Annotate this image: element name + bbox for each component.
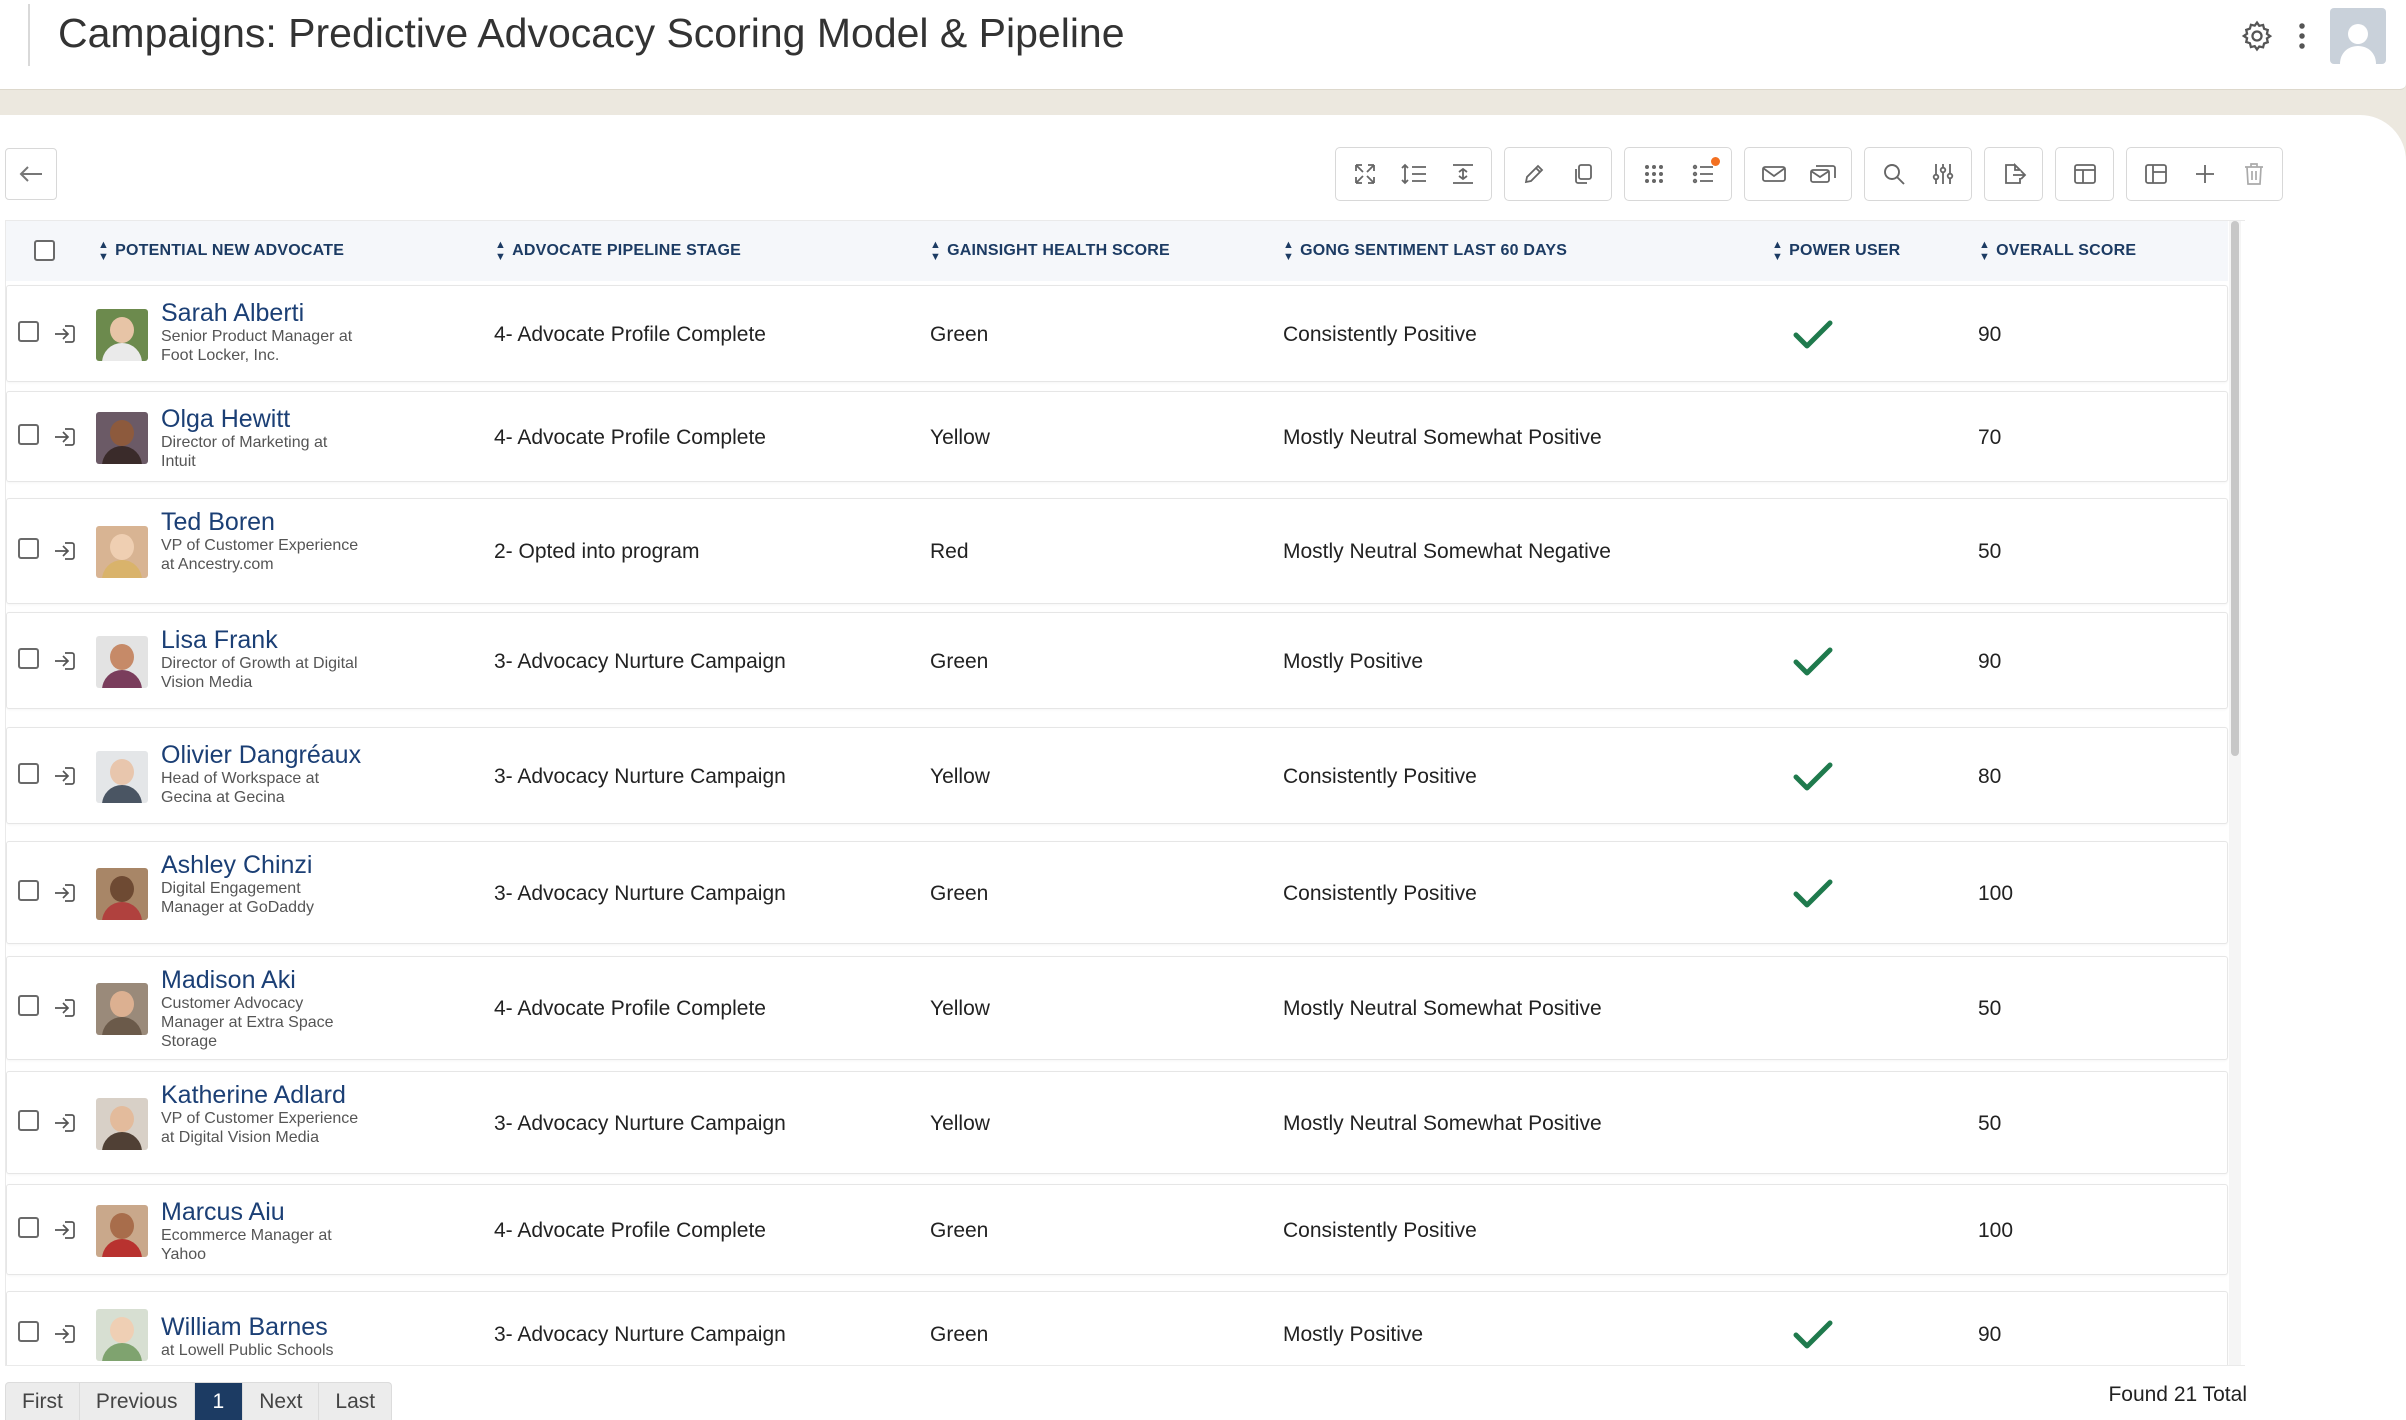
advocate-cell (161, 967, 361, 1051)
score-cell: 70 (1978, 426, 2002, 449)
search-icon[interactable] (1869, 149, 1918, 199)
health-cell: Yellow (930, 426, 990, 449)
stage-cell: 3- Advocacy Nurture Campaign (494, 1323, 786, 1346)
toolbar-group-layout (1624, 147, 1732, 201)
advocate-name-link[interactable]: William Barnes (161, 1313, 328, 1341)
sort-icon: ▲ ▼ (495, 239, 507, 263)
arrow-left-icon (18, 164, 44, 184)
advocate-cell (161, 1314, 361, 1360)
health-cell: Yellow (930, 1112, 990, 1135)
first-page-button[interactable]: First (6, 1383, 80, 1420)
avatar (96, 983, 148, 1035)
row-checkbox[interactable] (18, 648, 39, 669)
stage-cell: 4- Advocate Profile Complete (494, 323, 766, 346)
avatar (96, 526, 148, 578)
header-divider (28, 4, 30, 66)
advocate-name-link[interactable]: Ted Boren (161, 508, 275, 536)
column-header-score[interactable]: ▲ ▼ OVERALL SCORE (1979, 239, 2137, 263)
table-row[interactable] (6, 1184, 2228, 1275)
pagination (5, 1382, 392, 1420)
check-icon (1793, 1319, 1833, 1351)
score-cell: 80 (1978, 765, 2002, 788)
table-row[interactable] (6, 1071, 2228, 1174)
open-record-icon[interactable] (53, 882, 77, 904)
open-record-icon[interactable] (53, 1219, 77, 1241)
stage-cell: 3- Advocacy Nurture Campaign (494, 650, 786, 673)
scrollbar-thumb[interactable] (2231, 221, 2239, 756)
advocate-name-link[interactable]: Madison Aki (161, 966, 296, 994)
sentiment-cell: Consistently Positive (1283, 882, 1477, 905)
avatar (96, 412, 148, 464)
column-header-sentiment[interactable]: ▲ ▼ GONG SENTIMENT LAST 60 DAYS (1283, 239, 1568, 263)
sentiment-cell: Consistently Positive (1283, 1219, 1477, 1242)
advocate-title: VP of Customer Experience at Ancestry.com (161, 537, 359, 573)
advocate-cell (161, 1199, 361, 1264)
stage-cell: 3- Advocacy Nurture Campaign (494, 765, 786, 788)
row-checkbox[interactable] (18, 995, 39, 1016)
open-record-icon[interactable] (53, 997, 77, 1019)
advocate-name-link[interactable]: Olivier Dangréaux (161, 741, 362, 769)
sort-icon: ▲ ▼ (1772, 239, 1784, 263)
advocate-cell (161, 1082, 361, 1147)
toolbar-group-edit (1504, 147, 1612, 201)
list-icon[interactable] (1678, 149, 1727, 199)
score-cell: 50 (1978, 540, 2002, 563)
sentiment-cell: Mostly Neutral Somewhat Positive (1283, 997, 1602, 1020)
avatar (96, 868, 148, 920)
stage-cell: 3- Advocacy Nurture Campaign (494, 1112, 786, 1135)
sentiment-cell: Consistently Positive (1283, 323, 1477, 346)
avatar (96, 1309, 148, 1361)
stage-cell: 4- Advocate Profile Complete (494, 997, 766, 1020)
sort-icon: ▲ ▼ (930, 239, 942, 263)
score-cell: 90 (1978, 650, 2002, 673)
notification-dot (1711, 157, 1720, 166)
health-cell: Green (930, 882, 989, 905)
grid-header (6, 221, 2228, 281)
header-actions (2240, 8, 2386, 64)
grid-dots-icon[interactable] (1629, 149, 1678, 199)
table-row[interactable] (6, 498, 2228, 604)
health-cell: Red (930, 540, 969, 563)
stage-cell: 4- Advocate Profile Complete (494, 426, 766, 449)
row-checkbox[interactable] (18, 538, 39, 559)
open-record-icon[interactable] (53, 765, 77, 787)
table-row[interactable] (6, 1291, 2228, 1366)
table-row[interactable] (6, 727, 2228, 824)
health-cell: Green (930, 1219, 989, 1242)
score-cell: 90 (1978, 323, 2002, 346)
advocate-cell (161, 509, 361, 574)
open-record-icon[interactable] (53, 650, 77, 672)
table-row[interactable] (6, 841, 2228, 944)
sort-icon: ▲ ▼ (1283, 239, 1295, 263)
health-cell: Green (930, 1323, 989, 1346)
advocate-name-link[interactable]: Ashley Chinzi (161, 851, 313, 879)
advocate-title: VP of Customer Experience at Digital Vision Media (161, 1110, 359, 1146)
more-options-icon[interactable] (2296, 21, 2308, 51)
advocate-cell (161, 300, 361, 365)
stage-cell: 3- Advocacy Nurture Campaign (494, 882, 786, 905)
pencil-icon[interactable] (1509, 149, 1558, 199)
column-header-advocate[interactable]: ▲ ▼ POTENTIAL NEW ADVOCATE (98, 239, 345, 263)
app-header (0, 0, 2406, 90)
select-all-checkbox[interactable] (34, 240, 55, 261)
health-cell: Yellow (930, 765, 990, 788)
column-layout-icon[interactable] (2060, 149, 2109, 199)
check-icon (1793, 761, 1833, 793)
toolbar-group-mail (1744, 147, 1852, 201)
advocate-title: Head of Workspace at Gecina at Gecina (161, 770, 320, 806)
open-record-icon[interactable] (53, 323, 77, 345)
row-checkbox[interactable] (18, 321, 39, 342)
copy-icon[interactable] (1558, 149, 1607, 199)
current-page-button[interactable]: 1 (195, 1383, 244, 1420)
row-checkbox[interactable] (18, 880, 39, 901)
score-cell: 100 (1978, 882, 2014, 905)
mail-icon[interactable] (1749, 149, 1798, 199)
score-cell: 100 (1978, 1219, 2014, 1242)
found-total: Found 21 Total (2108, 1383, 2247, 1406)
expand-icon[interactable] (1340, 149, 1389, 199)
toolbar-group-search (1864, 147, 1972, 201)
advocate-cell (161, 852, 361, 917)
mail-merge-icon[interactable] (1798, 149, 1847, 199)
health-cell: Green (930, 323, 989, 346)
grid-scrollbar[interactable] (2229, 221, 2241, 1365)
gear-icon[interactable] (2240, 19, 2274, 53)
filter-sliders-icon[interactable] (1918, 149, 1967, 199)
health-cell: Yellow (930, 997, 990, 1020)
panel-layout-icon[interactable] (2131, 149, 2180, 199)
plus-icon[interactable] (2180, 149, 2229, 199)
main-panel (0, 115, 2406, 1420)
table-row[interactable] (6, 391, 2228, 482)
check-icon (1793, 646, 1833, 678)
table-row[interactable] (6, 285, 2228, 382)
advocate-title: Digital Engagement Manager at GoDaddy (161, 880, 314, 916)
stage-cell: 2- Opted into program (494, 540, 700, 563)
open-record-icon[interactable] (53, 1323, 77, 1345)
export-icon[interactable] (1989, 149, 2038, 199)
avatar (96, 1098, 148, 1150)
advocate-title: Director of Marketing at Intuit (161, 434, 328, 470)
advocate-name-link[interactable]: Marcus Aiu (161, 1198, 285, 1226)
row-checkbox[interactable] (18, 1321, 39, 1342)
advocate-name-link[interactable]: Katherine Adlard (161, 1081, 346, 1109)
toolbar-group-export (1984, 147, 2043, 201)
trash-icon[interactable] (2229, 149, 2278, 199)
sentiment-cell: Mostly Positive (1283, 650, 1424, 673)
sentiment-cell: Mostly Neutral Somewhat Positive (1283, 426, 1602, 449)
open-record-icon[interactable] (53, 540, 77, 562)
column-header-stage[interactable]: ▲ ▼ ADVOCATE PIPELINE STAGE (495, 239, 742, 263)
wrap-text-icon[interactable] (1438, 149, 1487, 199)
stage-cell: 4- Advocate Profile Complete (494, 1219, 766, 1242)
avatar (96, 636, 148, 688)
row-checkbox[interactable] (18, 424, 39, 445)
row-checkbox[interactable] (18, 1110, 39, 1131)
row-checkbox[interactable] (18, 1217, 39, 1238)
advocate-cell (161, 742, 361, 807)
row-checkbox[interactable] (18, 763, 39, 784)
toolbar-group-view (1335, 147, 1492, 201)
avatar (96, 751, 148, 803)
advocate-cell (161, 406, 361, 471)
page-title: Campaigns: Predictive Advocacy Scoring Model & Pipeline (58, 10, 1125, 56)
next-page-button[interactable]: Next (243, 1383, 319, 1420)
score-cell: 90 (1978, 1323, 2002, 1346)
back-button[interactable] (5, 148, 57, 200)
check-icon (1793, 319, 1833, 351)
row-height-icon[interactable] (1389, 149, 1438, 199)
sentiment-cell: Consistently Positive (1283, 765, 1477, 788)
user-avatar[interactable] (2330, 8, 2386, 64)
advocate-title: Customer Advocacy Manager at Extra Space Storage (161, 995, 334, 1050)
sentiment-cell: Mostly Positive (1283, 1323, 1424, 1346)
column-header-health[interactable]: ▲ ▼ GAINSIGHT HEALTH SCORE (930, 239, 1170, 263)
sentiment-cell: Mostly Neutral Somewhat Positive (1283, 1112, 1602, 1135)
advocate-name-link[interactable]: Olga Hewitt (161, 405, 291, 433)
open-record-icon[interactable] (53, 426, 77, 448)
check-icon (1793, 878, 1833, 910)
sort-icon: ▲ ▼ (98, 239, 110, 263)
table-row[interactable] (6, 612, 2228, 709)
score-cell: 50 (1978, 1112, 2002, 1135)
toolbar-group-manage (2126, 147, 2283, 201)
avatar (96, 309, 148, 361)
open-record-icon[interactable] (53, 1112, 77, 1134)
advocate-title: Director of Growth at Digital Vision Media (161, 655, 358, 691)
avatar (96, 1205, 148, 1257)
advocate-title: Senior Product Manager at Foot Locker, Inc. (161, 328, 353, 364)
advocate-name-link[interactable]: Lisa Frank (161, 626, 278, 654)
toolbar-group-columns (2055, 147, 2114, 201)
previous-page-button[interactable]: Previous (80, 1383, 195, 1420)
score-cell: 50 (1978, 997, 2002, 1020)
sort-icon: ▲ ▼ (1979, 239, 1991, 263)
column-header-power-user[interactable]: ▲ ▼ POWER USER (1772, 239, 1901, 263)
health-cell: Green (930, 650, 989, 673)
grid-toolbar (1335, 147, 2283, 201)
advocate-cell (161, 627, 361, 692)
advocate-name-link[interactable]: Sarah Alberti (161, 299, 305, 327)
advocate-title: at Lowell Public Schools (161, 1342, 334, 1359)
advocate-grid (5, 220, 2245, 1366)
table-row[interactable] (6, 956, 2228, 1060)
sentiment-cell: Mostly Neutral Somewhat Negative (1283, 540, 1611, 563)
advocate-title: Ecommerce Manager at Yahoo (161, 1227, 332, 1263)
last-page-button[interactable]: Last (335, 1390, 376, 1413)
